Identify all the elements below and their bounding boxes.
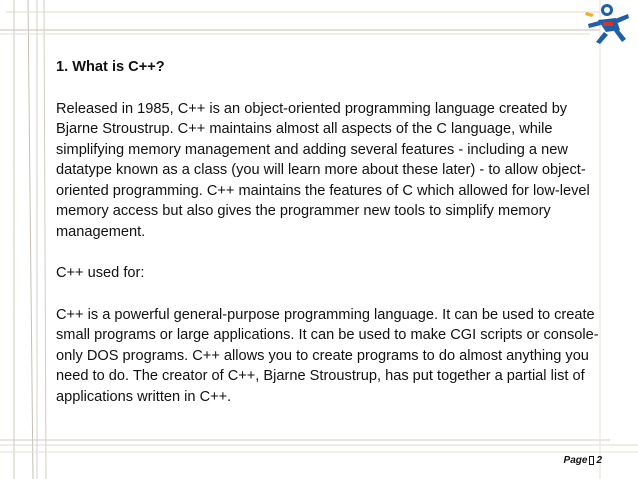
spacer [56, 284, 604, 305]
uses-paragraph: C++ is a powerful general-purpose programming language. It can be used to create small programs or large applications. It can be used to make CGI scripts or console-only DOS programs. C++ allows you to create programs to do almost anything you need to do. The creator of C++, Bjarne Stroustrup, has put together a partial list of applications written in C++. [56, 306, 599, 405]
slide-heading: 1. What is C++? [56, 59, 165, 75]
spacer [56, 78, 604, 99]
page-number: 2 [596, 455, 602, 466]
spacer [56, 242, 604, 263]
intro-paragraph: Released in 1985, C++ is an object-oriented programming language created by Bjarne Stroustrup. C++ maintains almost all aspects of the C language, while simplifying memory management and adding several features - including a new datatype known as a class (you will learn more about these later) - to allow object-oriented programming. C++ maintains the features of C which allowed for low-level memory access but also gives the programmer new tools to simplify memory management. [56, 100, 590, 240]
slide-content [56, 57, 604, 407]
running-figure-logo [584, 2, 632, 48]
uses-subheading: C++ used for: [56, 265, 145, 281]
page-footer [564, 455, 602, 466]
page-label: Page [563, 455, 588, 466]
page-box-icon [589, 456, 594, 465]
